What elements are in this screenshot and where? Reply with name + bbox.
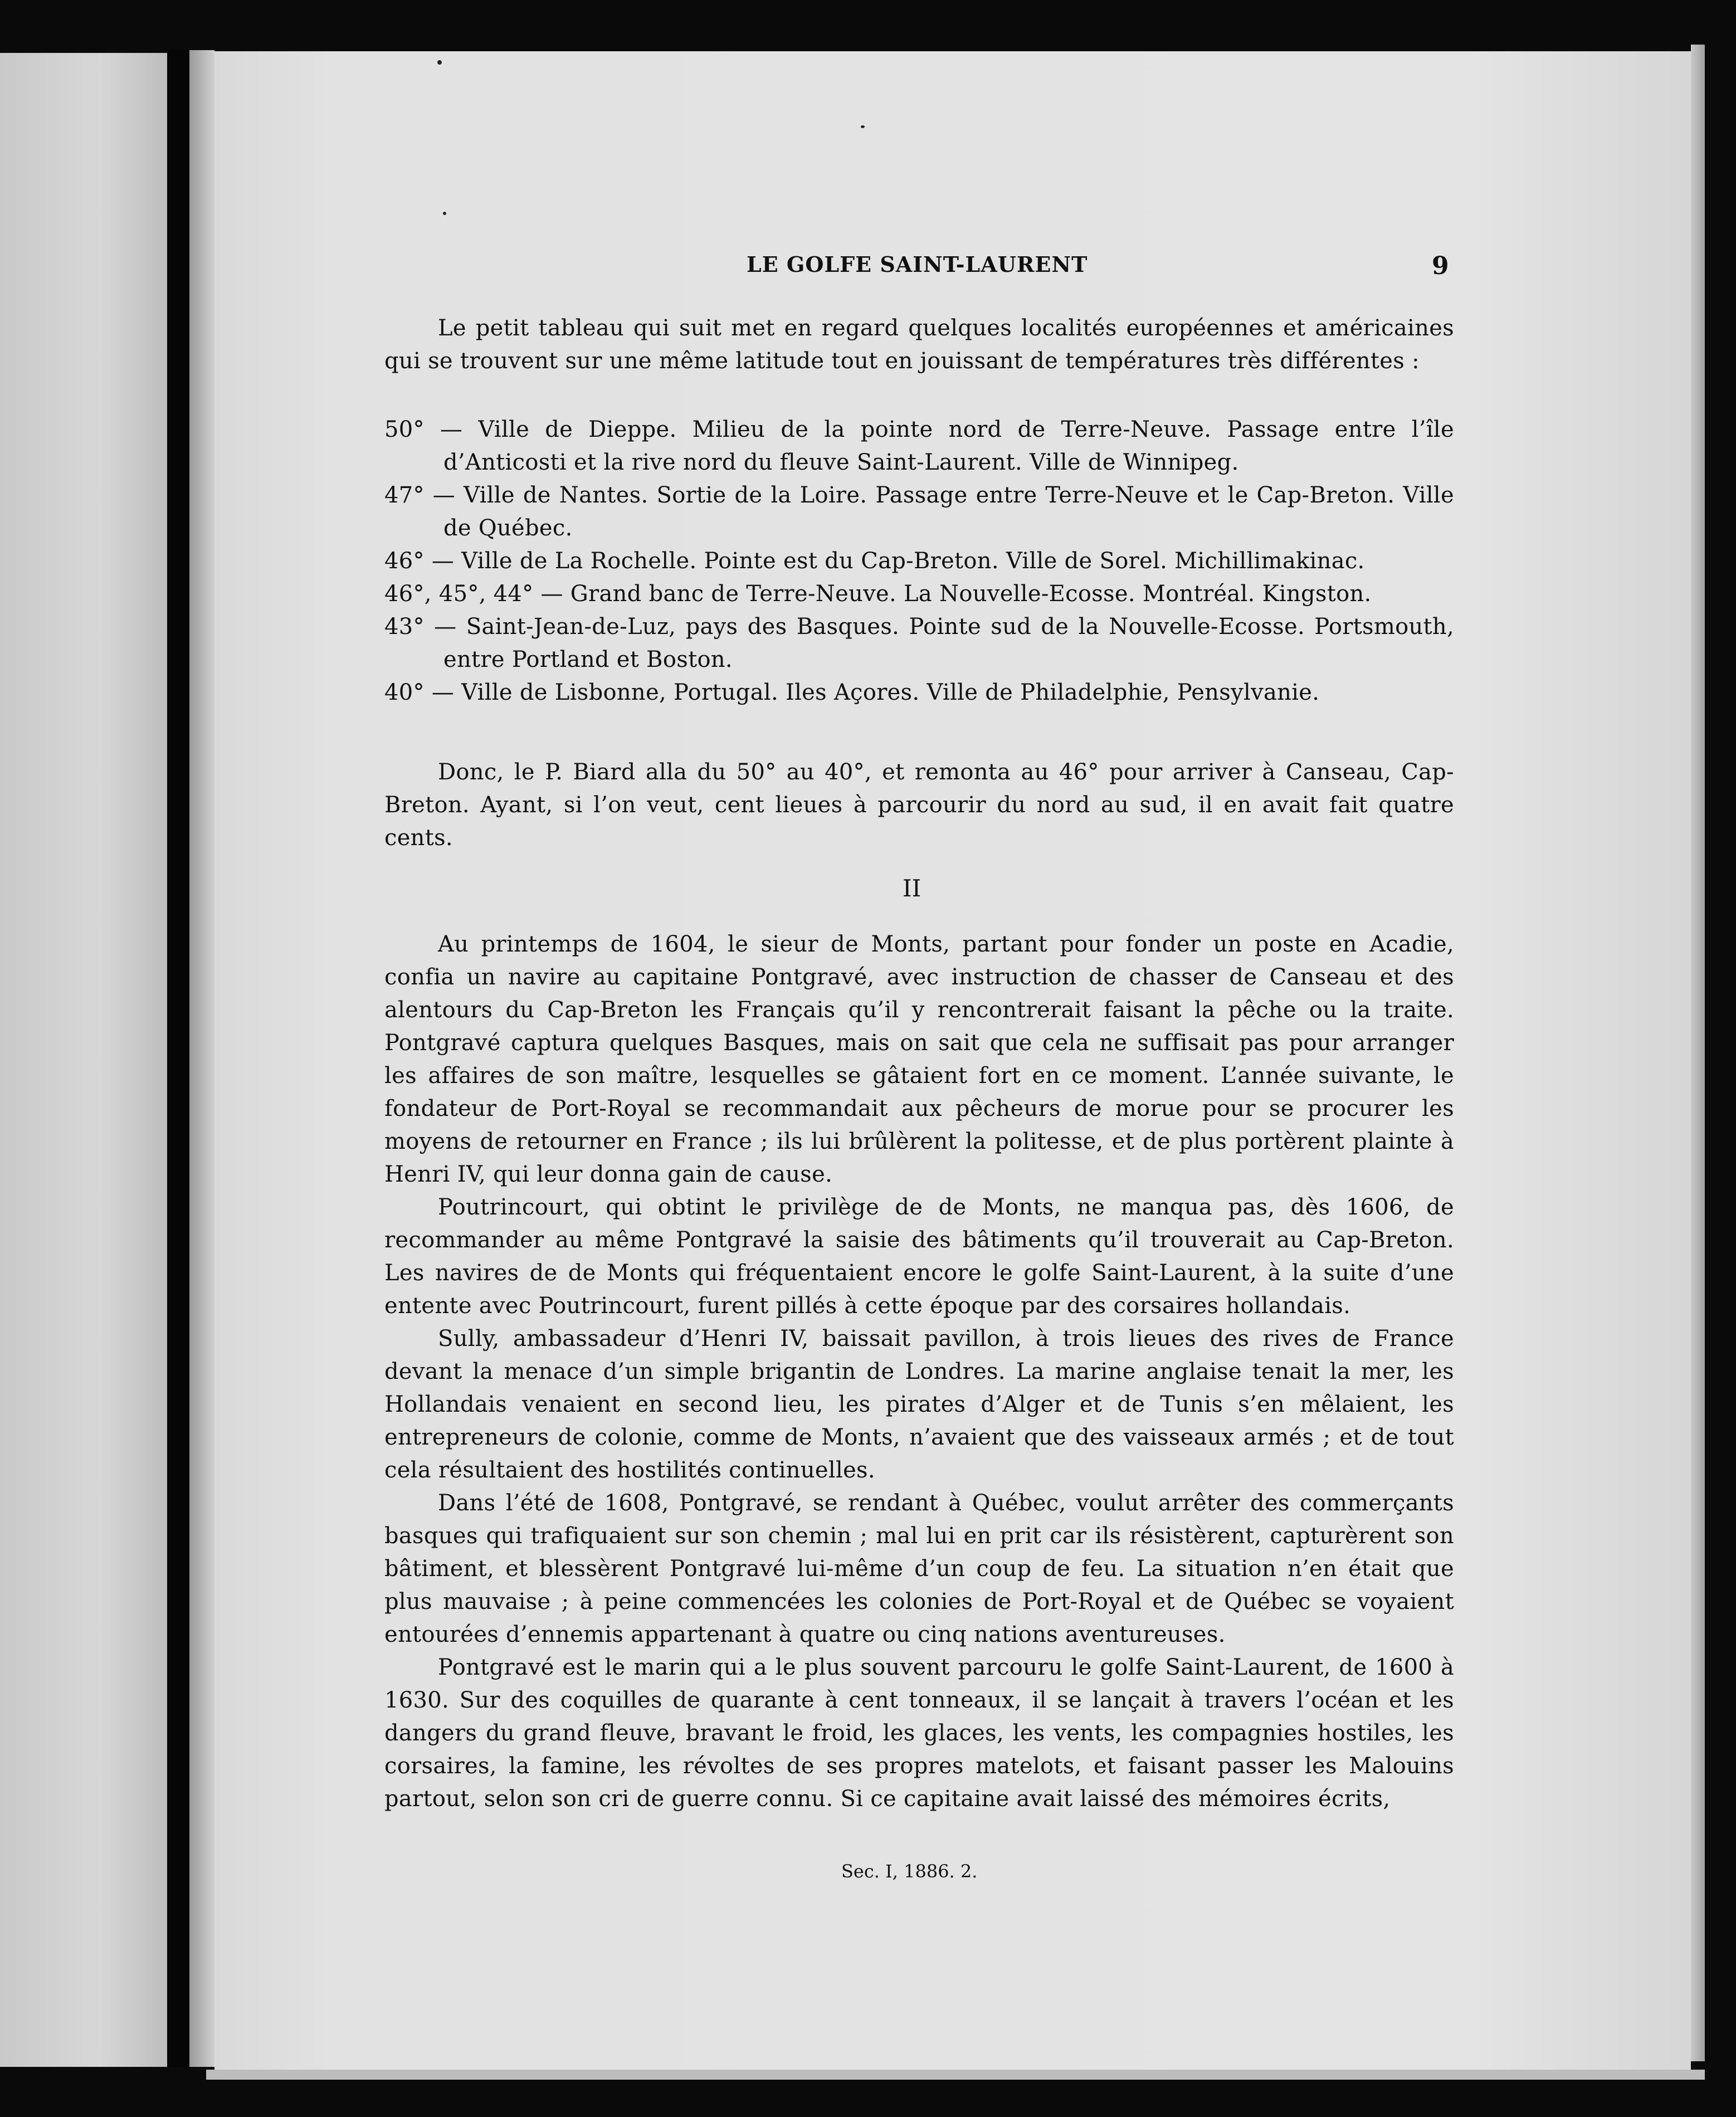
latitude-row (384, 413, 1454, 479)
latitude-value: 46° — (384, 548, 455, 574)
latitude-places: Ville de Nantes. Sortie de la Loire. Passage entre Terre-Neuve et le Cap-Breton. Ville de Québec. (443, 482, 1455, 541)
latitude-row (384, 545, 1454, 578)
latitude-value: 46°, 45°, 44° — (384, 581, 563, 607)
paragraph: Poutrincourt, qui obtint le privilège de de Monts, ne manqua pas, dès 1606, de recommander au même Pontgravé la saisie des bâtiments qu’il trouverait au Cap-Breton. Les navires de de Monts qui fréquentaient encore le golfe Saint-Laurent, à la suite d’une entente avec Poutrincourt, furent pillés à cette époque par des corsaires hollandais. (384, 1194, 1454, 1319)
latitude-places: Ville de Dieppe. Milieu de la pointe nord de Terre-Neuve. Passage entre l’île d’Anticosti et la rive nord du fleuve Saint-Laurent. Ville de Winnipeg. (443, 417, 1455, 475)
latitude-row (384, 578, 1454, 611)
running-title: LE GOLFE SAINT-LAURENT (747, 252, 1088, 277)
latitude-value: 43° — (384, 614, 457, 640)
latitude-table (384, 413, 1454, 709)
page-right-edge (1691, 45, 1705, 2061)
gutter-shadow (189, 50, 214, 2067)
latitude-places: Ville de Lisbonne, Portugal. Iles Açores. Ville de Philadelphie, Pensylvanie. (461, 680, 1320, 705)
latitude-row (384, 676, 1454, 709)
main-text (384, 928, 1454, 1816)
donc-paragraph: Donc, le P. Biard alla du 50° au 40°, et remonta au 46° pour arriver à Canseau, Cap-Breton. Ayant, si l’on veut, cent lieues à parcourir du nord au sud, il en avait fait quatre cents. (384, 759, 1454, 851)
paragraph: Pontgravé est le marin qui a le plus souvent parcouru le golfe Saint-Laurent, de 1600 à 1630. Sur des coquilles de quarante à cent tonneaux, il se lançait à travers l’océan et les dangers du grand fleuve, bravant le froid, les glaces, les vents, les compagnies hostiles, les corsaires, la famine, les révoltes de ses propres matelots, et faisant passer les Malouins partout, selon son cri de guerre connu. Si ce capitaine avait laissé des mémoires écrits, (384, 1655, 1454, 1812)
latitude-places: Ville de La Rochelle. Pointe est du Cap-Breton. Ville de Sorel. Michillimakinac. (461, 548, 1365, 574)
latitude-places: Saint-Jean-de-Luz, pays des Basques. Pointe sud de la Nouvelle-Ecosse. Portsmouth, entre Portland et Boston. (443, 614, 1454, 672)
speck (437, 60, 442, 65)
signature-footer: Sec. I, 1886. 2. (841, 1861, 978, 1882)
page-number: 9 (1432, 252, 1449, 280)
latitude-value: 50° — (384, 417, 463, 442)
paragraph: Dans l’été de 1608, Pontgravé, se rendant à Québec, voulut arrêter des commerçants basques qui trafiquaient sur son chemin ; mal lui en prit car ils résistèrent, capturèrent son bâtiment, et blessèrent Pontgravé lui-même d’un coup de feu. La situation n’en était que plus mauvaise ; à peine commencées les colonies de Port-Royal et de Québec se voyaient entourées d’ennemis appartenant à quatre ou cinq nations aventureuses. (384, 1490, 1454, 1647)
section-heading: II (903, 875, 921, 902)
speck (861, 125, 865, 128)
page-bottom-edge (206, 2070, 1705, 2080)
latitude-value: 47° — (384, 482, 456, 508)
intro-paragraph: Le petit tableau qui suit met en regard quelques localités européennes et américaines qui se trouvent sur une même latitude tout en jouissant de températures très différentes : (384, 315, 1454, 374)
latitude-row (384, 479, 1454, 545)
latitude-value: 40° — (384, 680, 455, 705)
facing-page-edge (0, 53, 167, 2067)
speck (443, 212, 446, 215)
paragraph: Au printemps de 1604, le sieur de Monts, partant pour fonder un poste en Acadie, confia un navire au capitaine Pontgravé, avec instruction de chasser de Canseau et des alentours du Cap-Breton les Français qu’il y rencontrerait faisant la pêche ou la traite. Pontgravé captura quelques Basques, mais on sait que cela ne suffisait pas pour arranger les affaires de son maître, lesquelles se gâtaient fort en ce moment. L’année suivante, le fondateur de Port-Royal se recommandait aux pêcheurs de morue pour se procurer les moyens de retourner en France ; ils lui brûlèrent la politesse, et de plus portèrent plainte à Henri IV, qui leur donna gain de cause. (384, 931, 1454, 1187)
latitude-row (384, 611, 1454, 676)
paragraph: Sully, ambassadeur d’Henri IV, baissait pavillon, à trois lieues des rives de France devant la menace d’un simple brigantin de Londres. La marine anglaise tenait la mer, les Hollandais venaient en second lieu, les pirates d’Alger et de Tunis s’en mêlaient, les entrepreneurs de colonie, comme de Monts, n’avaient que des vaisseaux armés ; et de tout cela résultaient des hostilités continuelles. (384, 1326, 1454, 1483)
latitude-places: Grand banc de Terre-Neuve. La Nouvelle-Ecosse. Montréal. Kingston. (570, 581, 1372, 607)
book-binding-gutter (167, 50, 189, 2067)
